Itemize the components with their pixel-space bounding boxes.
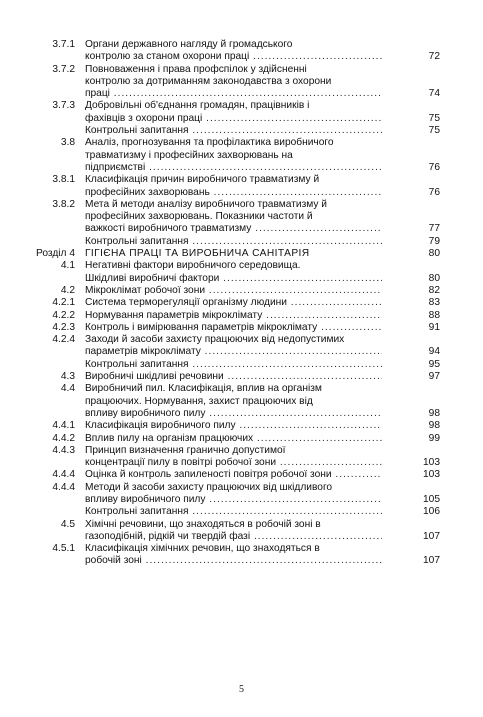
toc-entry-title-line: Методи й засоби захисту працюючих від шкідливого bbox=[85, 481, 333, 493]
toc-entry-title bbox=[85, 125, 382, 137]
toc-entry-title-line: Негативні фактори виробничого середовища. bbox=[85, 260, 301, 272]
toc-entry-title-line: впливу виробничого пилу ..... bbox=[85, 494, 382, 506]
toc-entry-title bbox=[85, 334, 382, 359]
toc-entry-title bbox=[85, 371, 382, 383]
toc-entry-number: 4.4.4 bbox=[52, 481, 75, 493]
toc-entry-title-line: Мікроклімат робочої зони ..... bbox=[85, 285, 382, 297]
toc-entry-number: 3.8.1 bbox=[52, 174, 75, 186]
toc-entry-page-number: 97 bbox=[428, 371, 440, 383]
toc-entry-title-line: важкості виробничого травматизму ..... bbox=[85, 223, 382, 235]
toc-entry-title-line: ГІГІЄНА ПРАЦІ ТА ВИРОБНИЧА САНІТАРІЯ bbox=[85, 248, 310, 260]
toc-entry-title-line: Класифікація хімічних речовин, що знаходяться в bbox=[85, 543, 320, 555]
toc-entry-number: 4.5.1 bbox=[52, 543, 75, 555]
toc-entry bbox=[0, 469, 483, 481]
toc-entry-title-line: Класифікація виробничого пилу ..... bbox=[85, 420, 382, 432]
toc-entry bbox=[0, 371, 483, 383]
toc-entry-title bbox=[85, 39, 382, 64]
toc-entry bbox=[0, 236, 483, 248]
toc-entry-title-line: Принцип визначення гранично допустимої bbox=[85, 444, 286, 456]
toc-entry-number: 4.2 bbox=[60, 284, 75, 296]
toc-entry-title-line: Добровільні об'єднання громадян, працівників і bbox=[85, 100, 310, 112]
page-footer-number: 5 bbox=[239, 684, 244, 695]
toc-entry-title-line: Контрольні запитання ..... bbox=[85, 506, 382, 518]
toc-entry-title-line: Аналіз, прогнозування та профілактика виробничого bbox=[85, 137, 334, 149]
toc-entry-number: 4.4.3 bbox=[52, 444, 75, 456]
toc-entry-page-number: 80 bbox=[428, 248, 440, 260]
toc-entry-title bbox=[85, 469, 382, 481]
toc-entry bbox=[0, 100, 483, 125]
toc-entry-number: 4.5 bbox=[60, 518, 75, 530]
toc-entry-title bbox=[85, 236, 382, 248]
toc-entry-page-number: 82 bbox=[428, 284, 440, 296]
toc-entry-page-number: 77 bbox=[428, 223, 440, 235]
toc-entry-title bbox=[85, 64, 382, 101]
toc-entry-number: 3.7.1 bbox=[52, 39, 75, 50]
toc-entry-number: 4.2.2 bbox=[52, 309, 75, 321]
toc-entry-title bbox=[85, 248, 382, 260]
toc-entry-title-line: Контрольні запитання ..... bbox=[85, 125, 382, 137]
toc-entry-number: 4.2.1 bbox=[52, 297, 75, 309]
toc-entry bbox=[0, 506, 483, 518]
toc-entry-title bbox=[85, 445, 382, 470]
toc-entry-title-line: професійних захворювань. Показники частоти й bbox=[85, 211, 313, 223]
toc-entry-title bbox=[85, 433, 382, 445]
toc-entry-number: 4.4 bbox=[60, 383, 75, 395]
toc-entry-title-line: Контроль і вимірювання параметрів мікроклімату ..... bbox=[85, 322, 382, 334]
toc-entry bbox=[0, 199, 483, 236]
toc-entry bbox=[0, 260, 483, 285]
toc-entry-title-line: Вплив пилу на організм працюючих ..... bbox=[85, 433, 382, 445]
toc-entry-title bbox=[85, 199, 382, 236]
toc-entry bbox=[0, 433, 483, 445]
toc-entry-title bbox=[85, 383, 382, 420]
toc-entry-title-line: контролю за станом охорони праці ..... bbox=[85, 51, 382, 63]
toc-entry-title-line: підприємстві ..... bbox=[85, 162, 382, 174]
toc-entry-title-line: Заходи й засоби захисту працюючих від недопустимих bbox=[85, 334, 345, 346]
toc-entry-page-number: 95 bbox=[428, 358, 440, 370]
toc-entry-title-line: фахівців з охорони праці ..... bbox=[85, 113, 382, 125]
toc-entry-number: 4.4.4 bbox=[52, 469, 75, 481]
toc-entry-number: 3.8.2 bbox=[52, 198, 75, 210]
toc-entry-title-line: Контрольні запитання ..... bbox=[85, 236, 382, 248]
toc-entry-number: 4.4.2 bbox=[52, 432, 75, 444]
toc-entry-page-number: 103 bbox=[423, 469, 440, 481]
toc-entry-page-number: 107 bbox=[423, 530, 440, 542]
toc-entry bbox=[0, 482, 483, 507]
toc-entry-page-number: 83 bbox=[428, 297, 440, 309]
toc-entry-title-line: Органи державного нагляду й громадського bbox=[85, 39, 293, 50]
toc-entry-page-number: 76 bbox=[428, 186, 440, 198]
toc-entry-title bbox=[85, 297, 382, 309]
toc-entry-title bbox=[85, 322, 382, 334]
toc-entry bbox=[0, 519, 483, 544]
toc-entry-title-line: газоподібній, рідкій чи твердій фазі ..... bbox=[85, 531, 382, 543]
toc-entry-page-number: 107 bbox=[423, 555, 440, 567]
toc-entry-title-line: впливу виробничого пилу ..... bbox=[85, 408, 382, 420]
toc-entry-number: 4.2.4 bbox=[52, 334, 75, 346]
toc-entry-title-line: Повноваження і права профспілок у здійсненні bbox=[85, 63, 307, 75]
toc-entry-number: Розділ 4 bbox=[36, 248, 75, 260]
toc-entry-page-number: 76 bbox=[428, 161, 440, 173]
toc-entry-title-line: Хімічні речовини, що знаходяться в робочій зоні в bbox=[85, 518, 321, 530]
toc-entry bbox=[0, 64, 483, 101]
toc-entry-title-line: робочій зоні ..... bbox=[85, 555, 382, 567]
toc-entry-number: 3.7.2 bbox=[52, 63, 75, 75]
toc-entry bbox=[0, 383, 483, 420]
toc-entry bbox=[0, 39, 483, 64]
toc-entry-title-line: параметрів мікроклімату ..... bbox=[85, 346, 382, 358]
toc-entry-title-line: концентрації пилу в повітрі робочої зони ..... bbox=[85, 457, 382, 469]
toc-entry-title-line: професійних захворювань ..... bbox=[85, 187, 382, 199]
toc-entry bbox=[0, 334, 483, 359]
toc-entry-page-number: 98 bbox=[428, 420, 440, 432]
toc-entry bbox=[0, 297, 483, 309]
toc-entry bbox=[0, 174, 483, 199]
toc-entry-title-line: Контрольні запитання ..... bbox=[85, 359, 382, 371]
toc-entry-title bbox=[85, 420, 382, 432]
toc-entry-page-number: 79 bbox=[428, 235, 440, 247]
toc-entry bbox=[0, 359, 483, 371]
toc-entry-number: 4.4.1 bbox=[52, 420, 75, 432]
toc-entry-title bbox=[85, 174, 382, 199]
table-of-contents bbox=[0, 39, 483, 568]
toc-entry-title bbox=[85, 359, 382, 371]
toc-entry bbox=[0, 543, 483, 568]
toc-entry bbox=[0, 137, 483, 174]
toc-entry-page-number: 75 bbox=[428, 112, 440, 124]
toc-entry bbox=[0, 310, 483, 322]
toc-entry-page-number: 72 bbox=[428, 51, 440, 63]
toc-entry-page-number: 98 bbox=[428, 407, 440, 419]
toc-entry-number: 4.3 bbox=[60, 371, 75, 383]
toc-entry-page-number: 99 bbox=[428, 432, 440, 444]
toc-entry-title-line: працюючих. Нормування, захист працюючих від bbox=[85, 395, 313, 407]
toc-entry-number: 3.7.3 bbox=[52, 100, 75, 112]
toc-entry-title bbox=[85, 137, 382, 174]
toc-entry-page-number: 88 bbox=[428, 309, 440, 321]
toc-entry bbox=[0, 322, 483, 334]
toc-entry-title-line: контролю за дотриманням законодавства з охорони bbox=[85, 75, 332, 87]
toc-entry-title bbox=[85, 285, 382, 297]
toc-entry-title-line: Шкідливі виробничі фактори ..... bbox=[85, 273, 382, 285]
toc-entry-page-number: 91 bbox=[428, 321, 440, 333]
toc-entry bbox=[0, 125, 483, 137]
toc-entry-title-line: Система терморегуляції організму людини ..... bbox=[85, 297, 382, 309]
toc-entry-page-number: 94 bbox=[428, 346, 440, 358]
toc-entry-title-line: Мета й методи аналізу виробничого травматизму й bbox=[85, 198, 327, 210]
toc-entry-title bbox=[85, 519, 382, 544]
toc-entry-page-number: 103 bbox=[423, 457, 440, 469]
toc-entry-title bbox=[85, 100, 382, 125]
toc-entry-title-line: Оцінка й контроль запиленості повітря робочої зони ..... bbox=[85, 469, 382, 481]
toc-entry bbox=[0, 420, 483, 432]
toc-entry-title-line: Виробничі шкідливі речовини ..... bbox=[85, 371, 382, 383]
toc-entry-title-line: Виробничий пил. Класифікація, вплив на організм bbox=[85, 383, 322, 395]
toc-entry-title-line: Класифікація причин виробничого травматизму й bbox=[85, 174, 320, 186]
toc-entry-title bbox=[85, 543, 382, 568]
toc-entry-page-number: 75 bbox=[428, 125, 440, 137]
toc-entry-page-number: 80 bbox=[428, 272, 440, 284]
toc-entry-number: 4.2.3 bbox=[52, 321, 75, 333]
toc-entry-title-line: праці ..... bbox=[85, 88, 382, 100]
toc-entry bbox=[0, 248, 483, 260]
toc-entry-title-line: травматизму і професійних захворювань на bbox=[85, 149, 293, 161]
toc-entry-page-number: 106 bbox=[423, 506, 440, 518]
toc-entry bbox=[0, 285, 483, 297]
toc-entry-title bbox=[85, 260, 382, 285]
toc-entry-title bbox=[85, 482, 382, 507]
toc-entry-title bbox=[85, 310, 382, 322]
toc-entry bbox=[0, 445, 483, 470]
toc-entry-page-number: 74 bbox=[428, 88, 440, 100]
toc-entry-title-line: Нормування параметрів мікроклімату ..... bbox=[85, 310, 382, 322]
toc-entry-title bbox=[85, 506, 382, 518]
toc-entry-page-number: 105 bbox=[423, 493, 440, 505]
toc-entry-number: 4.1 bbox=[60, 260, 75, 272]
toc-entry-number: 3.8 bbox=[60, 137, 75, 149]
